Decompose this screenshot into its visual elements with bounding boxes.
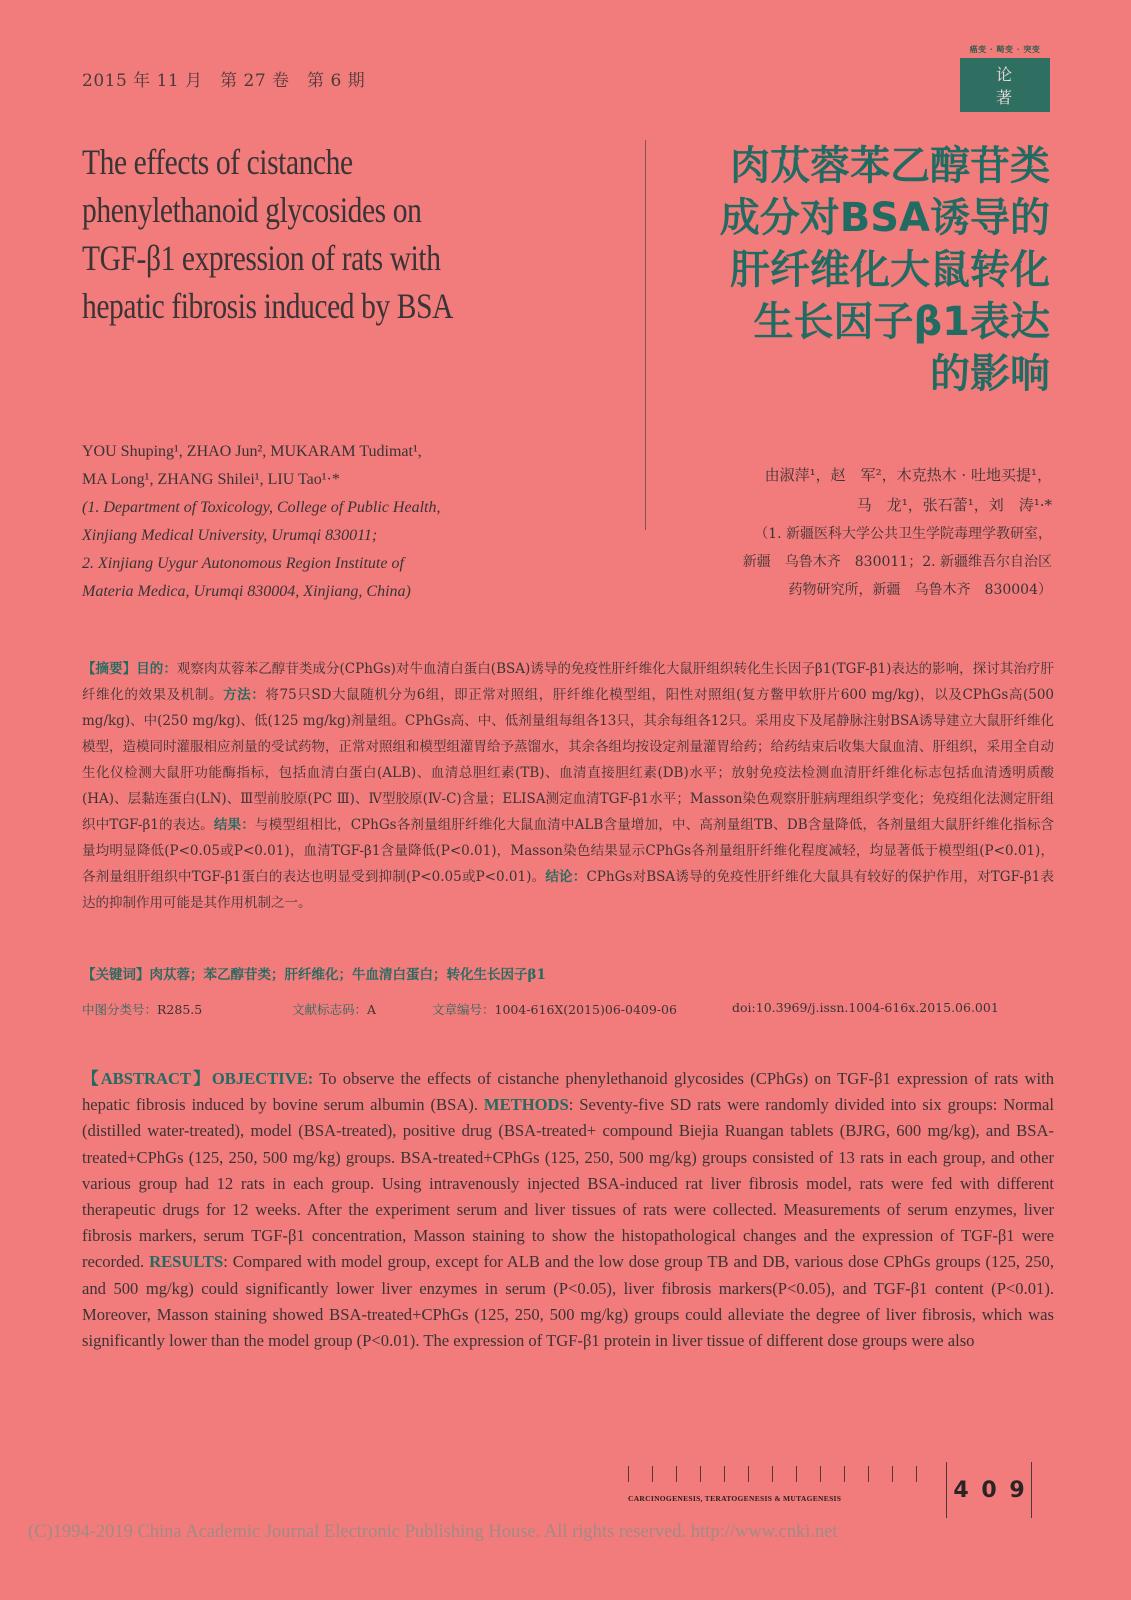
title-english <box>82 138 508 330</box>
affiliation-chinese <box>640 520 1052 604</box>
article-no-value: 1004-616X(2015)06-0409-06 <box>494 1002 677 1017</box>
title-en-line: hepatic fibrosis induced by BSA <box>82 286 453 326</box>
doi: doi:10.3969/j.issn.1004-616x.2015.06.001 <box>732 1000 999 1015</box>
section-badge: 论 著 <box>960 58 1050 112</box>
copyright-notice: (C)1994-2019 China Academic Journal Electronic Publishing House. All rights reserved. http://www.cnki.net <box>28 1522 838 1542</box>
title-chinese <box>660 140 1050 400</box>
title-cn-line: 肉苁蓉苯乙醇苷类 <box>730 143 1050 189</box>
methods-en-label: METHODS <box>483 1095 569 1115</box>
conclusion-label: 结论： <box>545 869 587 885</box>
title-cn-line: 生长因子β1表达 <box>753 299 1050 345</box>
abstract-en-label: 【ABSTRACT】 <box>82 1069 212 1088</box>
results-text: 与模型组相比，CPhGs各剂量组肝纤维化大鼠血清中ALB含量增加，中、高剂量组TB、DB含量降低，各剂量组大鼠肝纤维化指标含量均明显降低(P<0.05或P<0.01)，血清TGF-β1含量降低(P<0.01)，Masson染色结果显示CPhGs各剂量组肝纤维化程度减轻，均显著低于模型组(P<0.01)，各剂量组肝组织中TGF-β1蛋白的表达也明显受到抑制(P<0.05或P<0.01)。 <box>82 817 1055 885</box>
author-line: 由淑萍¹，赵 军²，木克热木 · 吐地买提¹， <box>764 466 1052 484</box>
article-no-label: 文章编号： <box>432 1002 495 1017</box>
footer-decoration <box>628 1466 958 1486</box>
affiliation-line: Materia Medica, Urumqi 830004, Xinjiang, China) <box>82 583 411 600</box>
objective-en-label: OBJECTIVE: <box>211 1069 314 1088</box>
keywords-chinese <box>82 962 1054 988</box>
results-en-text: : Compared with model group, except for ALB and the low dose group TB and DB, various dose CPhGs groups (125, 250, and 500 mg/kg) could significantly lower liver enzymes in serum (P<0.05), liver fibrosis markers(P<0.05), and TGF-β1 content (P<0.01). Moreover, Masson staining showed BSA-treated+CPhGs (125, 250, 500 mg/kg) groups could alleviate the degree of liver fibrosis, which was significantly lower than the model group (P<0.01). The expression of TGF-β1 protein in liver tissue of different dose groups were also <box>82 1252 1054 1351</box>
title-en-line: The effects of cistanche <box>82 142 353 182</box>
objective-text: 观察肉苁蓉苯乙醇苷类成分(CPhGs)对牛血清白蛋白(BSA)诱导的免疫性肝纤维化大鼠肝组织转化生长因子β1(TGF-β1)表达的影响，探讨其治疗肝纤维化的效果及机制。 <box>82 661 1055 703</box>
affiliation-line: 药物研究所，新疆 乌鲁木齐 830004） <box>788 582 1052 598</box>
results-label: 结果： <box>213 817 255 833</box>
affiliation-line: 2. Xinjiang Uygur Autonomous Region Institute of <box>82 555 404 572</box>
abstract-label: 【摘要】 <box>82 661 137 677</box>
methods-en-text: : Seventy-five SD rats were randomly divided into six groups: Normal (distilled water-treated), model (BSA-treated), positive drug (BSA-treated+ compound Biejia Ruangan tablets (BJRG, 600 mg/kg), and BSA-treated+CPhGs (125, 250, 500 mg/kg) groups. BSA-treated+CPhGs (125, 250, 500 mg/kg) groups consisted of 13 rats in each group, and other various group had 12 rats in each group. Using intravenously injected BSA-induced rat liver fibrosis model, rats were fed with different therapeutic drugs for 12 weeks. After the experiment serum and liver tissues of rats were collected. Measurements of serum enzymes, liver fibrosis markers, serum TGF-β1 concentration, Masson staining to show the histopathological changes and the expression of TGF-β1 were recorded. <box>82 1095 1054 1272</box>
affiliation-line: (1. Department of Toxicology, College of Public Health, <box>82 499 441 516</box>
title-cn-line: 肝纤维化大鼠转化 <box>730 247 1050 293</box>
title-cn-line: 成分对BSA诱导的 <box>719 195 1050 241</box>
keywords-text: 肉苁蓉；苯乙醇苷类；肝纤维化；牛血清白蛋白；转化生长因子β1 <box>149 967 546 983</box>
methods-text: 将75只SD大鼠随机分为6组，即正常对照组，肝纤维化模型组，阳性对照组(复方鳖甲软肝片600 mg/kg)，以及CPhGs高(500 mg/kg)、中(250 mg/kg)、低(125 mg/kg)剂量组。CPhGs高、中、低剂量组每组各13只，其余每组各12只。采用皮下及尾静脉注射BSA诱导建立大鼠肝纤维化模型，造模同时灌服相应剂量的受试药物，正常对照组和模型组灌胃给予蒸馏水，其余各组均按设定剂量灌胃给药；给药结束后收集大鼠血清、肝组织，采用全自动生化仪检测大鼠肝功能酶指标，包括血清白蛋白(ALB)、血清总胆红素(TB)、血清直接胆红素(DB)水平；放射免疫法检测血清肝纤维化标志包括血清透明质酸(HA)、层黏连蛋白(LN)、Ⅲ型前胶原(PC Ⅲ)、Ⅳ型胶原(Ⅳ-C)含量；ELISA测定血清TGF-β1水平；Masson染色观察肝脏病理组织学变化；免疫组化法测定肝组织中TGF-β1的表达。 <box>82 687 1055 833</box>
clc-label: 中图分类号： <box>82 1002 158 1017</box>
doc-code-label: 文献标志码： <box>292 1002 368 1017</box>
page-digit: 4 <box>953 1477 969 1503</box>
author-line: MA Long¹, ZHANG Shilei¹, LIU Tao¹·* <box>82 471 340 488</box>
page-digit: 9 <box>1009 1477 1025 1503</box>
journal-name: CARCINOGENESIS, TERATOGENESIS & MUTAGENESIS <box>628 1494 842 1503</box>
authors-chinese <box>640 460 1052 604</box>
objective-label: 目的： <box>136 661 177 677</box>
abstract-english <box>82 1066 1054 1354</box>
affiliation-line: Xinjiang Medical University, Urumqi 830011; <box>82 527 378 544</box>
objective-en-text: To observe the effects of cistanche phenylethanoid glycosides (CPhGs) on TGF-β1 expression of rats with hepatic fibrosis induced by bovine serum albumin (BSA). <box>82 1069 1054 1115</box>
authors-english <box>82 438 622 606</box>
affiliation-line: 新疆 乌鲁木齐 830011；2. 新疆维吾尔自治区 <box>742 554 1052 570</box>
methods-label: 方法： <box>223 687 266 703</box>
issue-line: 2015 年 11 月 第 27 卷 第 6 期 <box>82 71 366 91</box>
journal-slogan: 癌变 · 畸变 · 突变 <box>969 44 1041 54</box>
doc-code-value: A <box>367 1002 377 1017</box>
results-en-label: RESULTS <box>149 1252 224 1272</box>
article-metadata <box>82 1000 1054 1018</box>
author-line: YOU Shuping¹, ZHAO Jun², MUKARAM Tudimat¹, <box>82 443 422 460</box>
title-cn-line: 的影响 <box>930 351 1050 397</box>
clc-value: R285.5 <box>157 1002 203 1017</box>
abstract-chinese <box>82 656 1054 916</box>
page-digit: 0 <box>981 1477 997 1503</box>
title-en-line: TGF-β1 expression of rats with <box>82 238 441 278</box>
conclusion-text: CPhGs对BSA诱导的免疫性肝纤维化大鼠具有较好的保护作用，对TGF-β1表达的抑制作用可能是其作用机制之一。 <box>82 869 1055 911</box>
section-badge-group <box>960 44 1050 112</box>
affiliation-line: （1. 新疆医科大学公共卫生学院毒理学教研室， <box>754 526 1052 542</box>
author-line: 马 龙¹，张石蕾¹，刘 涛¹·* <box>856 496 1052 514</box>
title-en-line: phenylethanoid glycosides on <box>82 190 422 230</box>
affiliation-english <box>82 494 622 606</box>
keywords-label: 【关键词】 <box>82 967 150 983</box>
page-number <box>946 1462 1032 1518</box>
